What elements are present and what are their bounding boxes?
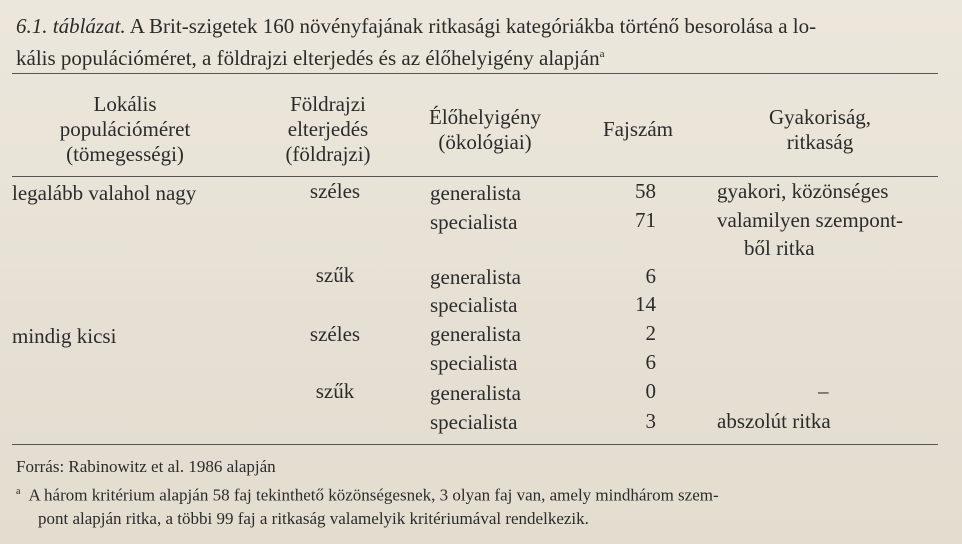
cell-population: legalább valahol nagy (12, 181, 197, 205)
cell-range: széles (309, 179, 361, 203)
cell-range: széles (309, 322, 361, 346)
header-range-line3: (földrajzi) (285, 142, 371, 166)
cell-frequency: valamilyen szempont- (717, 208, 904, 232)
table-number: 6.1. táblázat. (16, 14, 126, 38)
header-range-line1: Földrajzi (290, 92, 366, 116)
cell-count: 3 (645, 409, 656, 433)
caption-title-line2: kális populációméret, a földrajzi elterjedés és az élőhelyigény alapján (16, 46, 600, 70)
cell-count: 6 (645, 264, 656, 288)
header-population (40, 92, 210, 167)
cell-habitat: specialista (430, 293, 518, 317)
caption-title-line1: A Brit-szigetek 160 növényfajának ritkasági kategóriákba történő besorolása a lo- (129, 14, 817, 38)
cell-range: szűk (315, 263, 355, 287)
header-count (578, 117, 698, 142)
cell-habitat: specialista (430, 210, 518, 234)
header-count-line1: Fajszám (603, 117, 673, 141)
header-population-line3: (tömegességi) (66, 142, 184, 166)
header-frequency-line1: Gyakoriság, (768, 105, 872, 129)
cell-habitat: specialista (430, 410, 518, 434)
cell-count: 58 (635, 179, 656, 203)
source-note: Forrás: Rabinowitz et al. 1986 alapján (16, 457, 276, 476)
cell-habitat: specialista (430, 351, 518, 375)
cell-count: 6 (645, 350, 656, 374)
header-population-line2: populációméret (59, 117, 191, 141)
cell-count: 0 (645, 379, 656, 403)
header-frequency-line2: ritkaság (786, 130, 854, 154)
header-frequency (720, 105, 920, 155)
footnote-text-line1: A három kritérium alapján 58 faj tekinthető közönségesnek, 3 olyan faj van, amely mindhárom szem- (28, 485, 719, 505)
header-range-line2: elterjedés (287, 117, 369, 141)
cell-frequency-cont: ből ritka (744, 236, 815, 260)
header-range (258, 92, 398, 167)
footnote-line1 (16, 480, 936, 507)
header-rule (12, 176, 938, 177)
cell-habitat: generalista (430, 322, 521, 346)
table-caption (16, 12, 946, 72)
cell-count: 14 (635, 292, 656, 316)
footnote-text-line2: pont alapján ritka, a többi 99 faj a ritkaság valamelyik kritériumával rendelkezik. (38, 508, 589, 528)
cell-frequency: gyakori, közönséges (717, 179, 889, 203)
cell-habitat: generalista (430, 181, 521, 205)
cell-frequency: abszolút ritka (717, 409, 831, 433)
caption-note-mark: a (599, 48, 605, 60)
cell-frequency: – (818, 379, 829, 403)
header-habitat-line2: (ökológiai) (438, 130, 532, 154)
header-habitat (410, 105, 560, 155)
footnote-mark: a (16, 486, 21, 497)
header-population-line1: Lokális (93, 92, 157, 116)
cell-habitat: generalista (430, 265, 521, 289)
footnote (16, 480, 936, 530)
header-habitat-line1: Élőhelyigény (429, 105, 541, 129)
cell-population: mindig kicsi (12, 324, 117, 348)
cell-range: szűk (315, 379, 355, 403)
top-rule (12, 73, 938, 74)
cell-count: 71 (635, 208, 656, 232)
bottom-rule (12, 444, 938, 445)
cell-habitat: generalista (430, 381, 521, 405)
cell-count: 2 (645, 321, 656, 345)
